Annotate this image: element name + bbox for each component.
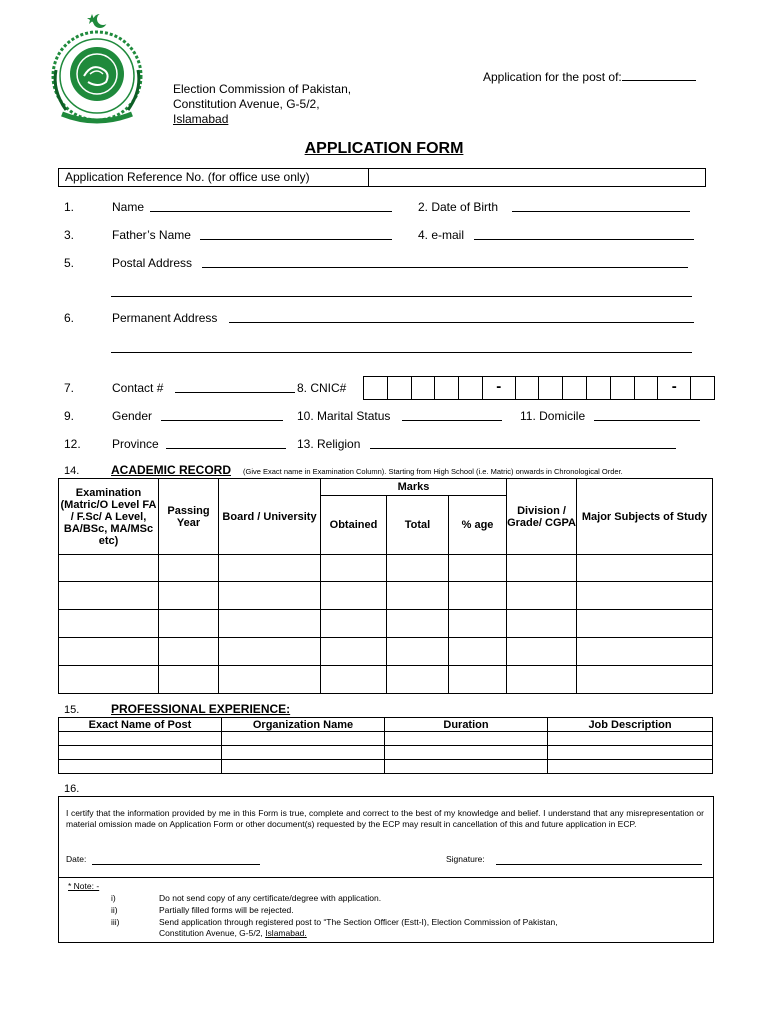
table-row (59, 638, 713, 666)
note-text-3: Send application through registered post to “The Section Officer (Estt-I), Election Commission of Pakistan, (159, 917, 558, 927)
col-board: Board / University (219, 479, 321, 555)
note-heading: * Note: - (68, 881, 100, 891)
marital-status-field[interactable] (402, 420, 502, 421)
ecp-logo (48, 10, 146, 128)
note-text-3-address: Constitution Avenue, G-5/2, (159, 928, 263, 938)
cnic-dash-2: - (658, 377, 691, 399)
col-job-description: Job Description (548, 718, 713, 732)
ecp-emblem-icon (48, 10, 146, 128)
section-num-16: 16. (64, 783, 80, 795)
table-row (59, 746, 713, 760)
note-num-1: i) (111, 893, 116, 903)
field-num-6: 6. (64, 311, 75, 325)
reference-label: Application Reference No. (for office use only) (65, 170, 310, 184)
academic-table (58, 478, 713, 694)
academic-record-note: (Give Exact name in Examination Column). Starting from High School (i.e. Matric) onwards in Chronological Order. (243, 467, 623, 476)
col-total: Total (387, 496, 449, 555)
section-num-14: 14. (64, 465, 80, 477)
org-line-1: Election Commission of Pakistan, (173, 82, 352, 96)
field-num-1: 1. (64, 200, 75, 214)
contact-field[interactable] (175, 392, 295, 393)
col-passing-year: Passing Year (159, 479, 219, 555)
org-line-2: Constitution Avenue, G-5/2, (173, 97, 320, 111)
postal-address-label: Postal Address (112, 256, 193, 270)
org-address (173, 82, 351, 127)
certification-text: I certify that the information provided by me in this Form is true, complete and correct to the best of my knowledge and belief. I understand that any misrepresentation or material omission made on Application Form or other document(s) requested by the ECP may result in cancellation of this and future application in ECP. (66, 808, 704, 829)
permanent-address-field[interactable] (229, 322, 694, 323)
note-text-1: Do not send copy of any certificate/degree with application. (159, 893, 382, 903)
signature-label: Signature: (446, 854, 485, 864)
religion-label: 13. Religion (297, 437, 361, 451)
dob-field[interactable] (512, 211, 690, 212)
father-name-field[interactable] (200, 239, 392, 240)
permanent-address-field-2[interactable] (111, 352, 692, 353)
email-field[interactable] (474, 239, 694, 240)
name-field[interactable] (150, 211, 392, 212)
page-title: APPLICATION FORM (304, 140, 464, 157)
contact-label: Contact # (112, 381, 164, 395)
note-text-3b (159, 928, 307, 938)
col-subjects: Major Subjects of Study (577, 479, 713, 555)
gender-label: Gender (112, 409, 153, 423)
dob-label: 2. Date of Birth (418, 200, 499, 214)
note-num-2: ii) (111, 905, 118, 915)
note-text-3-city: Islamabad. (265, 928, 307, 938)
cnic-field[interactable] (363, 376, 715, 400)
note-text-2: Partially filled forms will be rejected. (159, 905, 294, 915)
field-num-5: 5. (64, 256, 75, 270)
col-examination: Examination (Matric/O Level FA / F.Sc/ A Level, BA/BSc, MA/MSc etc) (59, 479, 159, 555)
section-num-15: 15. (64, 704, 80, 716)
domicile-field[interactable] (594, 420, 700, 421)
date-label: Date: (66, 854, 87, 864)
table-row (59, 582, 713, 610)
province-label: Province (112, 437, 159, 451)
postal-address-field[interactable] (202, 267, 688, 268)
gender-field[interactable] (161, 420, 283, 421)
table-row (59, 732, 713, 746)
religion-field[interactable] (370, 448, 676, 449)
academic-record-heading: ACADEMIC RECORD (111, 463, 231, 477)
domicile-label: 11. Domicile (520, 409, 586, 423)
cnic-dash-1: - (483, 377, 516, 399)
table-row (59, 760, 713, 774)
reference-box (58, 168, 706, 187)
field-num-12: 12. (64, 437, 81, 451)
field-num-9: 9. (64, 409, 75, 423)
org-line-3: Islamabad (173, 112, 229, 126)
col-marks: Marks (321, 479, 507, 496)
cnic-label: 8. CNIC# (297, 381, 347, 395)
col-percentage: % age (449, 496, 507, 555)
date-field[interactable] (92, 864, 260, 865)
professional-experience-heading: PROFESSIONAL EXPERIENCE: (111, 702, 291, 716)
note-num-3: iii) (111, 917, 120, 927)
col-obtained: Obtained (321, 496, 387, 555)
col-organization: Organization Name (222, 718, 385, 732)
col-duration: Duration (385, 718, 548, 732)
table-row (59, 610, 713, 638)
certification-box (58, 796, 714, 943)
table-row (59, 666, 713, 694)
province-field[interactable] (166, 448, 286, 449)
reference-input[interactable] (369, 169, 705, 186)
post-applied-label: Application for the post of: (483, 68, 696, 84)
col-post: Exact Name of Post (59, 718, 222, 732)
postal-address-field-2[interactable] (111, 296, 692, 297)
field-num-3: 3. (64, 228, 75, 242)
table-row (59, 555, 713, 582)
experience-table (58, 717, 713, 774)
permanent-address-label: Permanent Address (112, 311, 218, 325)
name-label: Name (112, 200, 145, 214)
col-division: Division / Grade/ CGPA (507, 479, 577, 555)
email-label: 4. e-mail (418, 228, 465, 242)
father-name-label: Father’s Name (112, 228, 191, 242)
signature-field[interactable] (496, 864, 702, 865)
field-num-7: 7. (64, 381, 75, 395)
marital-status-label: 10. Marital Status (297, 409, 391, 423)
